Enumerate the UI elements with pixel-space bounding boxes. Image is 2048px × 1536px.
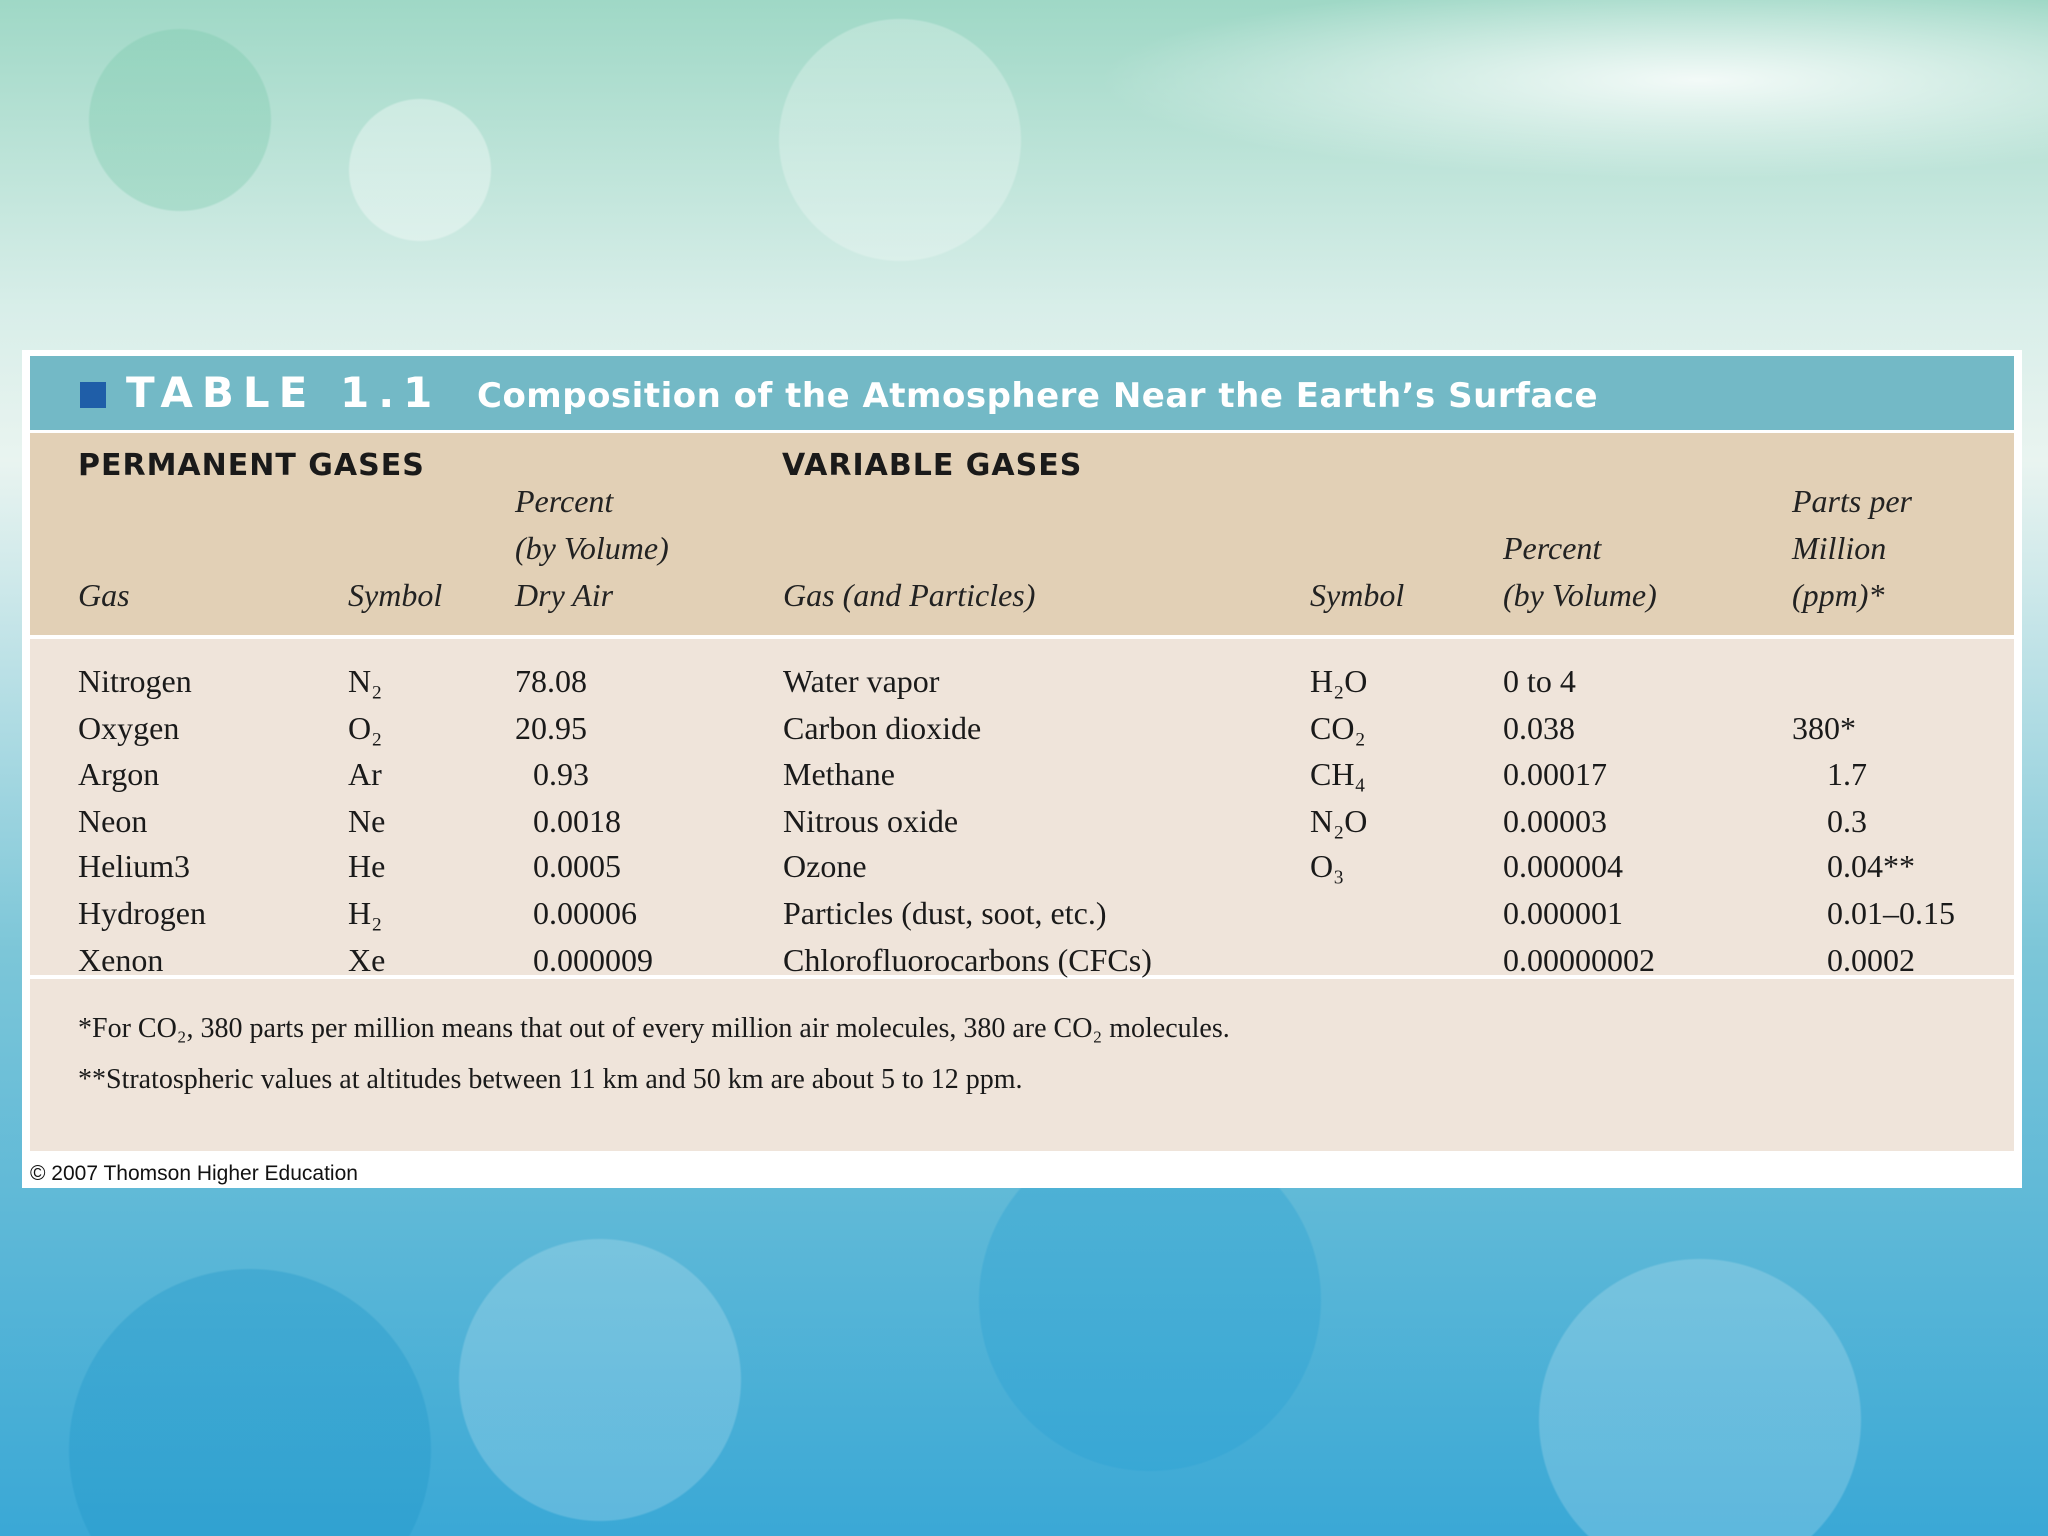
table-header bbox=[30, 433, 2014, 639]
variable-gas-name: Methane bbox=[783, 756, 895, 792]
permanent-gas-percent: 78.08 bbox=[515, 663, 587, 699]
permanent-gas-name: Helium3 bbox=[78, 848, 190, 884]
permanent-gases-heading: PERMANENT GASES bbox=[78, 448, 425, 483]
permanent-gas-name: Xenon bbox=[78, 942, 164, 978]
variable-gas-symbol: CO₂ bbox=[1310, 710, 1366, 746]
copyright-notice: © 2007 Thomson Higher Education bbox=[30, 1162, 358, 1185]
variable-gas-percent: 0.038 bbox=[1503, 710, 1575, 746]
permanent-gas-symbol: Ar bbox=[348, 756, 382, 792]
variable-gas-ppm: 0.3 bbox=[1827, 803, 1867, 839]
variable-gas-symbol: CH₄ bbox=[1310, 756, 1366, 792]
col-header-gas: Gas bbox=[78, 577, 130, 613]
col-header-line: (by Volume) bbox=[515, 530, 669, 566]
variable-gas-name: Ozone bbox=[783, 848, 867, 884]
table-title: Composition of the Atmosphere Near the Earth’s Surface bbox=[477, 376, 1599, 416]
variable-gas-ppm: 1.7 bbox=[1827, 756, 1867, 792]
permanent-gas-percent: 0.000009 bbox=[533, 942, 653, 978]
col-header-gas-particles: Gas (and Particles) bbox=[783, 577, 1036, 613]
variable-gas-percent: 0.00000002 bbox=[1503, 942, 1655, 978]
permanent-gas-name: Neon bbox=[78, 803, 148, 839]
permanent-gas-symbol: O₂ bbox=[348, 710, 383, 746]
variable-gas-symbol: O₃ bbox=[1310, 848, 1345, 884]
variable-gas-percent: 0 to 4 bbox=[1503, 663, 1576, 699]
col-header-symbol: Symbol bbox=[348, 577, 443, 613]
table-footnotes bbox=[30, 979, 2014, 1151]
variable-gas-percent: 0.00003 bbox=[1503, 803, 1607, 839]
variable-gas-ppm: 0.04** bbox=[1827, 848, 1915, 884]
col-header-variable-symbol: Symbol bbox=[1310, 577, 1405, 613]
variable-gas-name: Water vapor bbox=[783, 663, 940, 699]
variable-gas-percent: 0.000004 bbox=[1503, 848, 1623, 884]
variable-gas-name: Carbon dioxide bbox=[783, 710, 982, 746]
permanent-gas-symbol: N₂ bbox=[348, 663, 383, 699]
permanent-gas-percent: 0.93 bbox=[533, 756, 589, 792]
permanent-gas-percent: 20.95 bbox=[515, 710, 587, 746]
table-panel bbox=[22, 350, 2022, 1188]
col-header-line: Parts per bbox=[1792, 483, 1912, 519]
variable-gas-percent: 0.00017 bbox=[1503, 756, 1607, 792]
permanent-gas-symbol: H₂ bbox=[348, 895, 383, 931]
variable-gas-name: Chlorofluorocarbons (CFCs) bbox=[783, 942, 1152, 978]
col-header-percent-dry-air bbox=[515, 478, 669, 619]
variable-gas-symbol: H₂O bbox=[1310, 663, 1368, 699]
table-title-bar bbox=[30, 356, 2014, 433]
variable-gases-heading: VARIABLE GASES bbox=[782, 448, 1083, 483]
col-header-line: (by Volume) bbox=[1503, 577, 1657, 613]
permanent-gas-name: Hydrogen bbox=[78, 895, 206, 931]
col-header-line: (ppm)* bbox=[1792, 577, 1885, 613]
permanent-gas-percent: 0.0018 bbox=[533, 803, 621, 839]
footnote-co2: *For CO₂, 380 parts per million means that out of every million air molecules, 380 are CO₂ molecules. bbox=[78, 1013, 1230, 1044]
variable-gas-name: Particles (dust, soot, etc.) bbox=[783, 895, 1107, 931]
permanent-gas-name: Argon bbox=[78, 756, 160, 792]
variable-gas-ppm: 380* bbox=[1792, 710, 1856, 746]
col-header-percent-volume bbox=[1503, 525, 1657, 619]
variable-gas-ppm: 0.0002 bbox=[1827, 942, 1915, 978]
col-header-ppm bbox=[1792, 478, 1912, 619]
table-number: TABLE 1.1 bbox=[126, 368, 442, 417]
background-glow bbox=[0, 0, 2048, 360]
footnote-stratospheric: **Stratospheric values at altitudes between 11 km and 50 km are about 5 to 12 ppm. bbox=[78, 1064, 1023, 1095]
variable-gas-percent: 0.000001 bbox=[1503, 895, 1623, 931]
permanent-gas-symbol: Xe bbox=[348, 942, 386, 978]
permanent-gas-name: Oxygen bbox=[78, 710, 180, 746]
variable-gas-ppm: 0.01–0.15 bbox=[1827, 895, 1955, 931]
permanent-gas-symbol: Ne bbox=[348, 803, 386, 839]
permanent-gas-symbol: He bbox=[348, 848, 386, 884]
col-header-line: Million bbox=[1792, 530, 1887, 566]
permanent-gas-percent: 0.00006 bbox=[533, 895, 637, 931]
variable-gas-symbol: N₂O bbox=[1310, 803, 1368, 839]
variable-gas-name: Nitrous oxide bbox=[783, 803, 959, 839]
col-header-line: Percent bbox=[1503, 530, 1602, 566]
col-header-line: Dry Air bbox=[515, 577, 614, 613]
col-header-line: Percent bbox=[515, 483, 614, 519]
table-body bbox=[30, 639, 2014, 979]
permanent-gas-percent: 0.0005 bbox=[533, 848, 621, 884]
permanent-gas-name: Nitrogen bbox=[78, 663, 192, 699]
bullet-square-icon bbox=[80, 382, 106, 408]
